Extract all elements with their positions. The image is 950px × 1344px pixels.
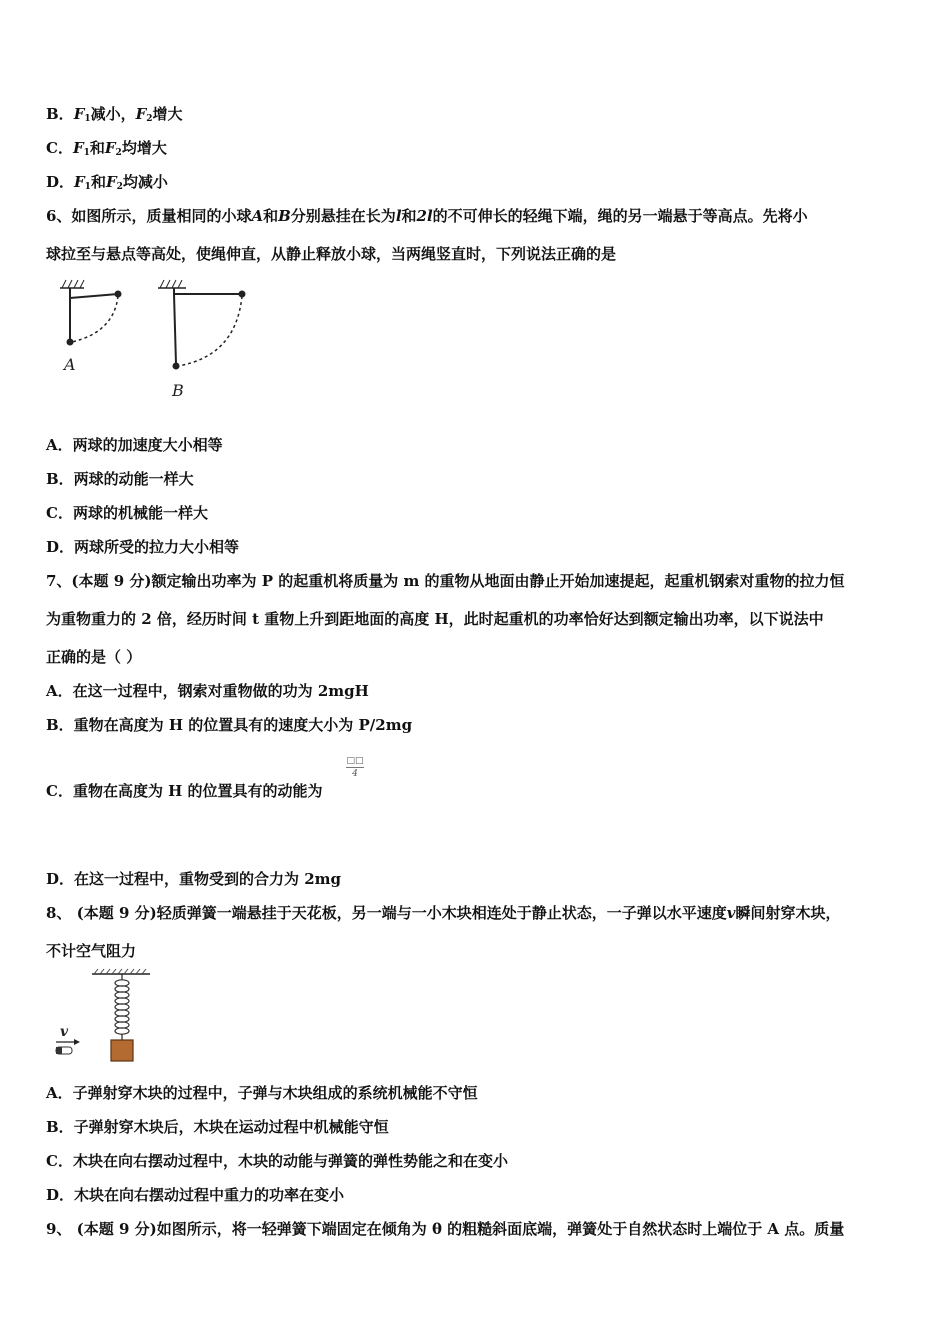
- q6-stem-line2: 球拉至与悬点等高处，使绳伸直，从静止释放小球，当两绳竖直时，下列说法正确的是: [46, 245, 617, 263]
- q7-fraction: [346, 756, 364, 779]
- q8-spring-figure: [50, 968, 160, 1068]
- q5-option-d: D．$F_1$和$F_2$均减小: [46, 173, 168, 192]
- wooden-block: [111, 1040, 133, 1061]
- q8-stem-line2: 不计空气阻力: [46, 942, 137, 960]
- q8-option-b: B．子弹射穿木块后，木块在运动过程中机械能守恒: [46, 1118, 389, 1136]
- q8-option-d: D．木块在向右摆动过程中重力的功率在变小: [46, 1186, 345, 1204]
- ball-a: [67, 339, 74, 346]
- q6-option-d: D．两球所受的拉力大小相等: [46, 538, 240, 556]
- q6-option-a: A．两球的加速度大小相等: [46, 436, 223, 454]
- q7-stem-line1: 7、(本题 9 分)额定输出功率为 P 的起重机将质量为 m 的重物从地面由静止开始加速提起，起重机钢索对重物的拉力恒: [46, 572, 845, 590]
- q6-option-c: C．两球的机械能一样大: [46, 504, 208, 522]
- q7-option-c: C．重物在高度为 H 的位置具有的动能为: [46, 782, 323, 800]
- q7-stem-line3: 正确的是（ ）: [46, 648, 142, 666]
- path-b: [178, 296, 242, 366]
- q6-option-b: B．两球的动能一样大: [46, 470, 194, 488]
- q6-pendulum-figure: [50, 276, 260, 406]
- q8-option-c: C．木块在向右摆动过程中，木块的动能与弹簧的弹性势能之和在变小: [46, 1152, 508, 1170]
- q7-stem-line2: 为重物重力的 2 倍，经历时间 t 重物上升到距地面的高度 H，此时起重机的功率恰好达到额定输出功率，以下说法中: [46, 610, 824, 628]
- q7-option-a: A．在这一过程中，钢索对重物做的功为 2mgH: [46, 682, 369, 700]
- q5-option-c: C．$F_1$和$F_2$均增大: [46, 139, 167, 158]
- q5-option-b: B．$F_1$减小，$F_2$增大: [46, 105, 183, 124]
- q9-stem-line1: 9、 (本题 9 分)如图所示，将一轻弹簧下端固定在倾角为 θ 的粗糙斜面底端，弹簧处于自然状态时上端位于 A 点。质量: [46, 1220, 845, 1238]
- rope-a-horizontal: [70, 294, 118, 298]
- q8-option-a: A．子弹射穿木块的过程中，子弹与木块组成的系统机械能不守恒: [46, 1084, 478, 1102]
- label-b: B: [172, 381, 184, 400]
- rope-b-vertical: [174, 294, 176, 364]
- q6-stem-line1: 6、如图所示，质量相同的小球A和B分别悬挂在长为l和2l的不可伸长的轻绳下端，绳的另一端悬于等高点。先将小: [46, 207, 808, 225]
- label-a: A: [64, 355, 76, 374]
- spring: [115, 980, 129, 1034]
- q8-stem-line1: 8、 (本题 9 分)轻质弹簧一端悬挂于天花板，另一端与一小木块相连处于静止状态，一子弹以水平速度v瞬间射穿木块，: [46, 904, 841, 922]
- q7-option-d: D．在这一过程中，重物受到的合力为 2mg: [46, 870, 342, 888]
- q7-option-b: B．重物在高度为 H 的位置具有的速度大小为 P/2mg: [46, 716, 413, 734]
- path-a: [72, 296, 118, 342]
- velocity-label: v: [60, 1024, 69, 1040]
- fraction-numerator: □□: [346, 756, 364, 766]
- fraction-denominator: 4: [352, 769, 358, 779]
